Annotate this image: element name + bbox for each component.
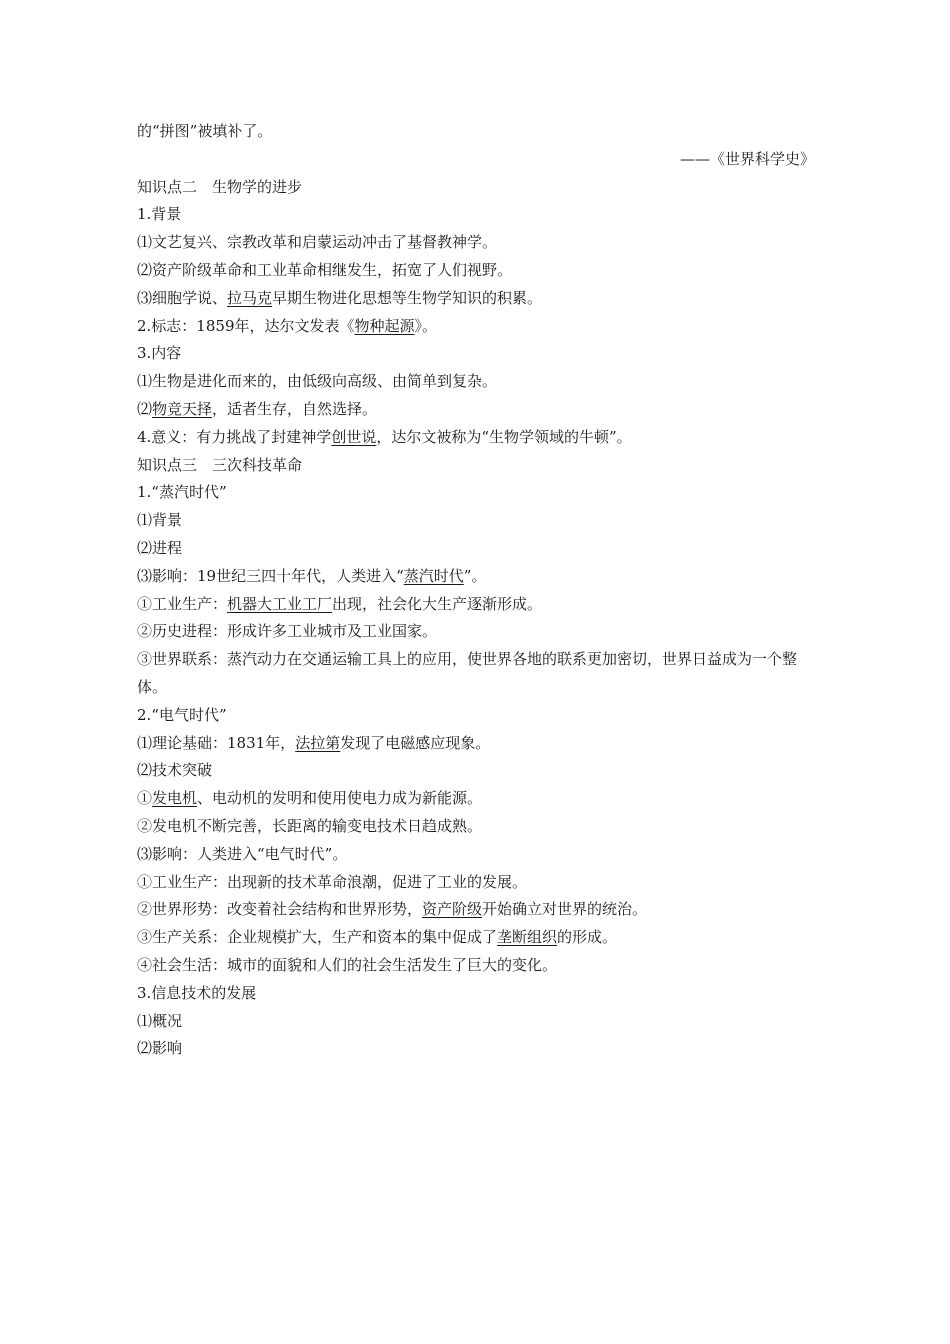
line-text: ①工业生产：	[137, 594, 228, 613]
line-text: 2.标志：1859年，达尔文发表《	[137, 316, 355, 335]
text-line	[137, 368, 815, 396]
underlined-answer: 发电机	[152, 789, 198, 808]
line-text: ③世界联系：蒸汽动力在交通运输工具上的应用，使世界各地的联系更加密切，世界日益成为一个整体。	[137, 650, 798, 696]
text-line	[137, 785, 815, 813]
text-line	[137, 118, 815, 146]
line-text: ⑵影响	[137, 1039, 183, 1058]
line-text: 1.背景	[137, 205, 182, 224]
text-line	[137, 591, 815, 619]
line-text: 知识点二 生物学的进步	[137, 177, 303, 196]
line-text: 3.信息技术的发展	[137, 983, 257, 1002]
line-text: ⑴理论基础：1831年，	[137, 733, 296, 752]
line-text: ⑵进程	[137, 538, 183, 557]
line-text: ③生产关系：企业规模扩大，生产和资本的集中促成了	[137, 928, 498, 947]
text-line	[137, 229, 815, 257]
line-text: 2.“电气时代”	[137, 705, 227, 724]
line-text: ⑴文艺复兴、宗教改革和启蒙运动冲击了基督教神学。	[137, 233, 498, 252]
text-line	[137, 535, 815, 563]
text-line	[137, 757, 815, 785]
text-line	[137, 563, 815, 591]
underlined-answer: 蒸汽时代	[403, 566, 464, 585]
line-text: ⑵资产阶级革命和工业革命相继发生，拓宽了人们视野。	[137, 260, 513, 279]
text-line	[137, 285, 815, 313]
section-heading	[137, 174, 815, 202]
underlined-answer: 机器大工业工厂	[227, 594, 333, 613]
line-text: ⑴背景	[137, 511, 183, 530]
line-text: 发现了电磁感应现象。	[340, 733, 491, 752]
document-page	[137, 118, 815, 1063]
line-text: ②世界形势：改变着社会结构和世界形势，	[137, 900, 423, 919]
text-line	[137, 313, 815, 341]
line-text: ⑵	[137, 399, 153, 418]
text-line	[137, 424, 815, 452]
section-heading	[137, 452, 815, 480]
line-text: ——《世界科学史》	[679, 149, 815, 168]
line-text: ⑶细胞学说、	[137, 288, 228, 307]
line-text: 》。	[414, 316, 438, 335]
line-text: 知识点三 三次科技革命	[137, 455, 303, 474]
underlined-answer: 物竞天择	[152, 399, 213, 418]
text-line	[137, 257, 815, 285]
line-text: ⑵技术突破	[137, 761, 213, 780]
text-line	[137, 896, 815, 924]
text-line	[137, 869, 815, 897]
text-line	[137, 841, 815, 869]
text-line	[137, 813, 815, 841]
text-line	[137, 924, 815, 952]
line-text: ②历史进程：形成许多工业城市及工业国家。	[137, 622, 438, 641]
text-line	[137, 618, 815, 646]
line-text: ，适者生存，自然选择。	[212, 399, 378, 418]
line-text: 的形成。	[557, 928, 618, 947]
line-text: ⑶影响：人类进入“电气时代”。	[137, 844, 348, 863]
text-line	[137, 730, 815, 758]
line-text: ①	[137, 789, 153, 808]
line-text: ⑴概况	[137, 1011, 183, 1030]
underlined-answer: 创世说	[331, 427, 377, 446]
line-text: ②发电机不断完善，长距离的输变电技术日趋成熟。	[137, 816, 483, 835]
line-text: 的“拼图”被填补了。	[137, 122, 273, 140]
line-text: ⑴生物是进化而来的，由低级向高级、由简单到复杂。	[137, 372, 498, 391]
text-line	[137, 702, 815, 730]
text-line	[137, 479, 815, 507]
underlined-answer: 垄断组织	[497, 928, 558, 947]
line-text: ⑶影响：19世纪三四十年代，人类进入“	[137, 566, 404, 585]
text-line	[137, 1035, 815, 1063]
underlined-answer: 资产阶级	[422, 900, 483, 919]
underlined-answer: 拉马克	[227, 288, 273, 307]
line-text: 出现，社会化大生产逐渐形成。	[332, 594, 543, 613]
text-line	[137, 396, 815, 424]
line-text: 3.内容	[137, 344, 182, 363]
underlined-answer: 法拉第	[295, 733, 341, 752]
line-text: 早期生物进化思想等生物学知识的积累。	[272, 288, 543, 307]
underlined-answer: 物种起源	[354, 316, 415, 335]
text-line	[137, 1008, 815, 1036]
text-line	[137, 507, 815, 535]
line-text: ，达尔文被称为“生物学领域的牛顿”。	[376, 427, 632, 446]
line-text: ④社会生活：城市的面貌和人们的社会生活发生了巨大的变化。	[137, 955, 558, 974]
text-line	[137, 201, 815, 229]
text-line	[137, 952, 815, 980]
line-text: 、电动机的发明和使用使电力成为新能源。	[197, 789, 483, 808]
line-text: 开始确立对世界的统治。	[482, 900, 648, 919]
text-line	[137, 340, 815, 368]
text-line	[137, 646, 815, 702]
line-text: ”。	[463, 566, 487, 585]
line-text: 4.意义：有力挑战了封建神学	[137, 427, 332, 446]
citation-source	[137, 146, 815, 174]
line-text: 1.“蒸汽时代”	[137, 483, 227, 502]
text-line	[137, 980, 815, 1008]
line-text: ①工业生产：出现新的技术革命浪潮，促进了工业的发展。	[137, 872, 528, 891]
